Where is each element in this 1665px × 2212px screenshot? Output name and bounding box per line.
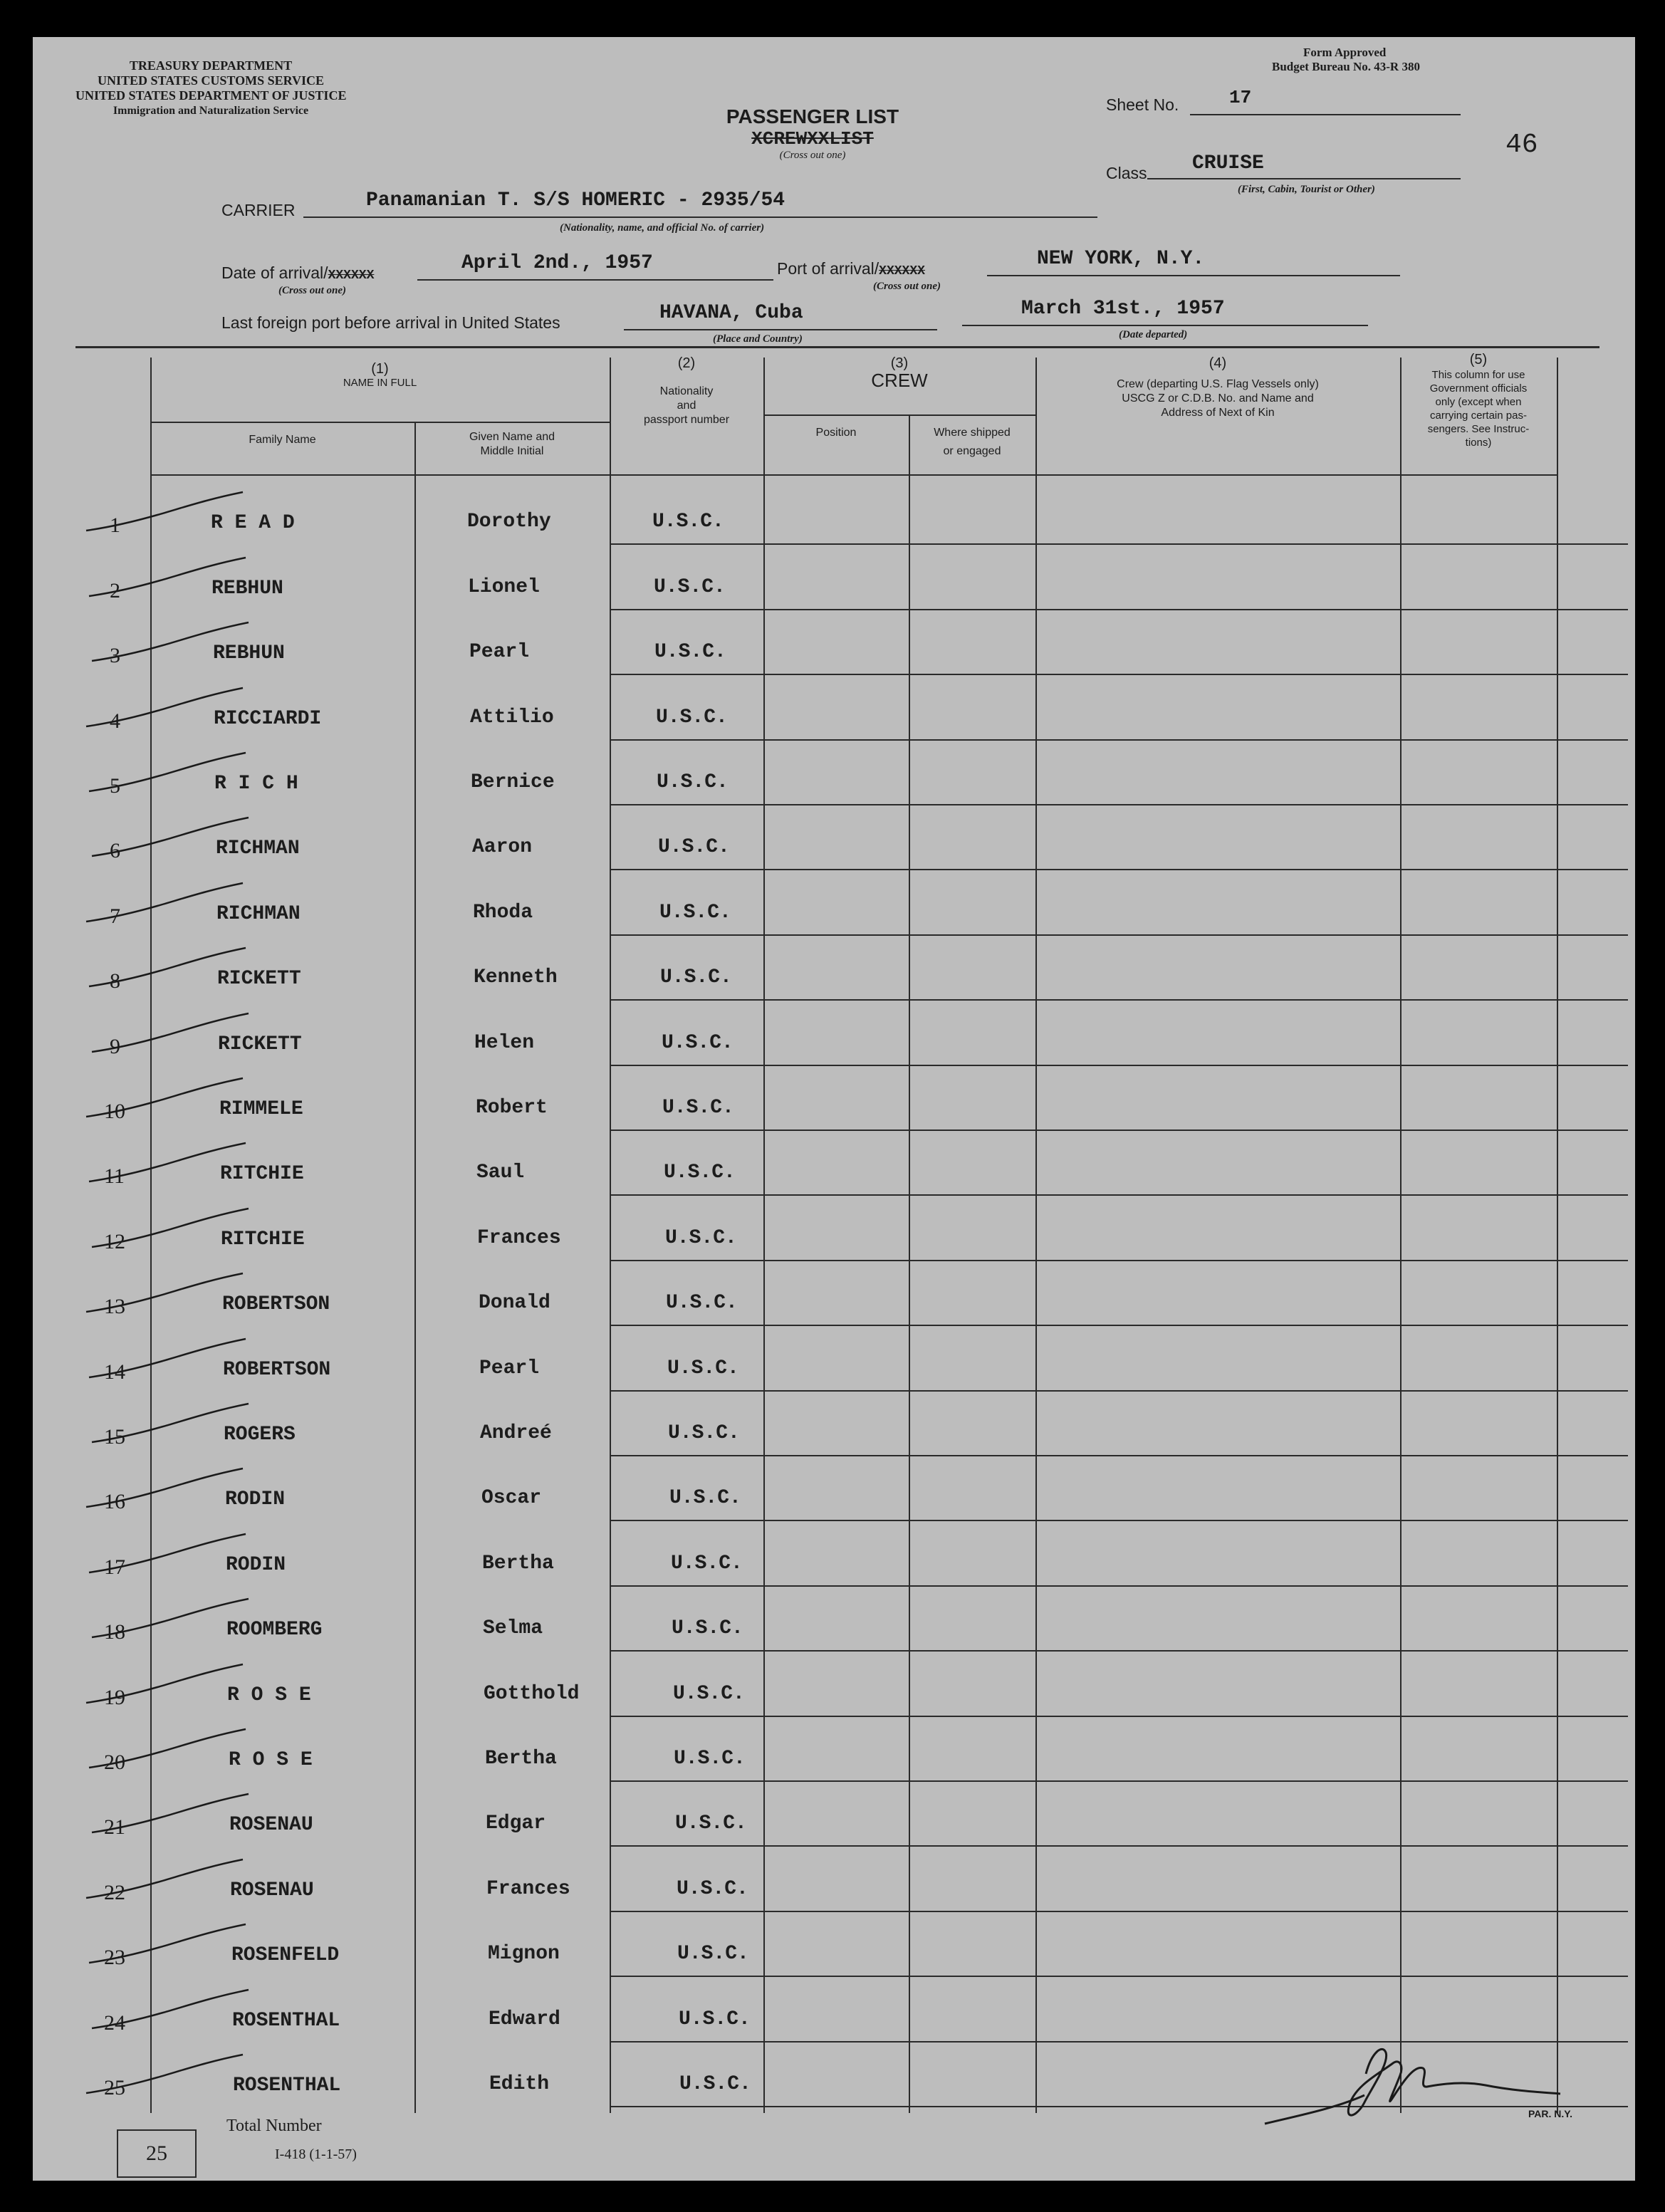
arrival-port-note: (Cross out one) — [873, 281, 941, 292]
family-name-cell: ROSENFELD — [231, 1944, 340, 1967]
row-number: 4 — [110, 709, 120, 733]
given-name-cell: Aaron — [472, 836, 533, 859]
nationality-cell: U.S.C. — [672, 1617, 743, 1640]
form-approval — [1272, 46, 1420, 74]
row-number: 17 — [104, 1555, 125, 1579]
given-name-cell: Helen — [474, 1031, 535, 1054]
given-name-cell: Pearl — [479, 1357, 540, 1379]
check-mark — [83, 879, 254, 929]
check-mark — [88, 813, 259, 863]
col1-title: NAME IN FULL — [343, 377, 417, 389]
family-name-cell: REBHUN — [213, 642, 285, 665]
family-name-cell: ROSENTHAL — [233, 2075, 341, 2097]
check-mark — [83, 684, 254, 734]
col5-line-4: carrying certain pas- — [1430, 409, 1527, 422]
title-struck: XCREWXXLIST — [751, 128, 874, 150]
carrier-value: Panamanian T. S/S HOMERIC - 2935/54 — [366, 189, 785, 212]
row-rule — [610, 739, 1628, 741]
check-mark — [88, 1986, 259, 2035]
row-number: 1 — [110, 513, 120, 538]
row-rule — [610, 1065, 1628, 1066]
col2-number: (2) — [677, 355, 696, 371]
row-rule — [610, 934, 1628, 936]
family-name-cell: RICKETT — [218, 1033, 302, 1055]
family-name-cell: RODIN — [225, 1488, 286, 1511]
check-mark — [88, 1204, 259, 1254]
class-underline — [1147, 178, 1461, 179]
col-line-names — [610, 358, 611, 2113]
row-number: 20 — [104, 1751, 125, 1774]
row-number: 10 — [104, 1100, 125, 1123]
nationality-cell: U.S.C. — [666, 1292, 738, 1315]
arrival-date-value: April 2nd., 1957 — [461, 252, 653, 274]
nationality-cell: U.S.C. — [677, 1943, 749, 1966]
arrival-port-struck: XXXXXX — [879, 264, 925, 278]
col3-header — [763, 355, 1035, 391]
nationality-cell: U.S.C. — [657, 771, 729, 793]
row-number: 2 — [110, 578, 120, 602]
nationality-cell: U.S.C. — [660, 966, 732, 989]
row-rule — [610, 1650, 1628, 1652]
agency-line-1: TREASURY DEPARTMENT — [129, 58, 293, 73]
page-number: 46 — [1505, 130, 1538, 160]
nationality-cell: U.S.C. — [679, 2073, 751, 2095]
agency-line-3: UNITED STATES DEPARTMENT OF JUSTICE — [75, 88, 347, 103]
family-name-cell: RICHMAN — [216, 838, 300, 860]
row-rule — [610, 999, 1628, 1001]
check-mark — [85, 944, 256, 993]
signature — [1258, 2024, 1571, 2131]
row-number: 19 — [104, 1685, 125, 1709]
total-number-value: 25 — [146, 2141, 167, 2165]
row-number: 22 — [104, 1880, 125, 1904]
col4-number: (4) — [1209, 355, 1227, 371]
check-mark — [83, 1074, 254, 1124]
nationality-cell: U.S.C. — [677, 1877, 748, 1900]
nationality-cell: U.S.C. — [671, 1552, 743, 1575]
arrival-date-struck: XXXXXX — [328, 268, 375, 283]
given-name-cell: Frances — [477, 1226, 561, 1249]
row-rule — [610, 674, 1628, 675]
row-rule — [610, 1845, 1628, 1847]
family-name-cell: RITCHIE — [220, 1163, 304, 1186]
row-number: 8 — [110, 969, 120, 993]
nationality-cell: U.S.C. — [674, 1748, 746, 1770]
row-rule — [610, 1585, 1628, 1587]
given-name-cell: Rhoda — [473, 901, 533, 924]
budget-bureau-text: Budget Bureau No. 43-R 380 — [1272, 60, 1420, 73]
arrival-date-label — [221, 264, 374, 283]
nationality-cell: U.S.C. — [658, 836, 730, 859]
check-mark — [88, 618, 259, 668]
nationality-cell: U.S.C. — [673, 1682, 745, 1705]
check-mark — [85, 1335, 256, 1384]
col4-line-2: USCG Z or C.D.B. No. and Name and — [1122, 392, 1314, 405]
col4-line-1: Crew (departing U.S. Flag Vessels only) — [1117, 378, 1319, 390]
arrival-date-label-text: Date of arrival/ — [221, 264, 328, 282]
given-name-cell: Andreé — [480, 1422, 552, 1444]
row-rule — [610, 1390, 1628, 1392]
given-name-cell: Donald — [479, 1292, 550, 1315]
check-mark — [83, 488, 254, 538]
col4-line-3: Address of Next of Kin — [1161, 407, 1275, 419]
col3-number: (3) — [890, 355, 909, 371]
nationality-cell: U.S.C. — [652, 511, 724, 533]
title-passenger-list: PASSENGER LIST — [726, 105, 899, 127]
position-header: Position — [815, 427, 857, 439]
row-rule — [610, 1716, 1628, 1717]
nationality-cell: U.S.C. — [662, 1097, 734, 1119]
header-bottom-rule — [150, 474, 1557, 476]
family-name-cell: R I C H — [214, 773, 298, 795]
given-name-cell: Saul — [476, 1162, 525, 1184]
row-rule — [610, 1455, 1628, 1456]
row-rule — [610, 1520, 1628, 1521]
row-rule — [610, 1780, 1628, 1782]
row-number: 23 — [104, 1946, 125, 1970]
class-label: Class — [1106, 164, 1147, 182]
nationality-cell: U.S.C. — [659, 901, 731, 924]
last-port-label: Last foreign port before arrival in United States — [221, 313, 560, 332]
given-name-cell: Bernice — [471, 771, 555, 793]
family-name-cell: R E A D — [211, 512, 295, 535]
form-title — [695, 105, 930, 162]
row-rule — [610, 1194, 1628, 1196]
family-name-cell: REBHUN — [212, 577, 283, 600]
check-mark — [88, 1399, 259, 1449]
check-mark — [85, 1725, 256, 1775]
row-rule — [610, 543, 1628, 545]
form-number: I-418 (1-1-57) — [275, 2146, 357, 2162]
row-number: 15 — [104, 1425, 125, 1449]
col-line-crew — [1035, 358, 1037, 2113]
col2-line-3: passport number — [643, 414, 730, 426]
printer-mark: PAR. N.Y. — [1528, 2108, 1572, 2119]
col5-line-6: tions) — [1465, 437, 1492, 449]
family-name-cell: ROBERTSON — [223, 1358, 331, 1381]
class-note: (First, Cabin, Tourist or Other) — [1238, 184, 1375, 195]
given-name-cell: Attilio — [470, 706, 554, 729]
check-mark — [83, 2050, 254, 2100]
agency-header — [75, 58, 346, 118]
table-top-rule — [75, 346, 1599, 348]
check-mark — [88, 1595, 259, 1644]
row-number: 14 — [104, 1360, 125, 1384]
row-rule — [610, 1911, 1628, 1912]
nationality-cell: U.S.C. — [654, 575, 726, 598]
check-mark — [88, 1790, 259, 1840]
row-number: 5 — [110, 774, 120, 798]
sheet-value: 17 — [1229, 87, 1252, 108]
row-number: 24 — [104, 2010, 125, 2035]
family-name-cell: R O S E — [227, 1684, 311, 1706]
family-name-cell: RITCHIE — [221, 1228, 305, 1251]
sheet-label: Sheet No. — [1106, 95, 1179, 114]
name-header-rule — [150, 422, 610, 423]
check-mark — [83, 1660, 254, 1710]
col-line-nat — [763, 358, 765, 2113]
given-name-cell: Gotthold — [484, 1682, 580, 1705]
row-rule — [610, 869, 1628, 870]
check-mark — [83, 1855, 254, 1905]
col2-header — [610, 356, 763, 427]
last-port-underline — [624, 329, 937, 330]
last-port-note: (Place and Country) — [713, 333, 803, 345]
check-mark — [85, 1920, 256, 1970]
row-number: 6 — [110, 839, 120, 863]
arrival-port-underline — [987, 275, 1400, 276]
col2-line-2: and — [677, 400, 696, 412]
row-number: 9 — [110, 1034, 120, 1058]
col1-header — [150, 362, 610, 390]
check-mark — [88, 1009, 259, 1059]
given-name-line-1: Given Name and — [469, 431, 555, 443]
given-name-cell: Kenneth — [474, 966, 558, 989]
carrier-note: (Nationality, name, and official No. of carrier) — [560, 222, 765, 234]
nationality-cell: U.S.C. — [654, 641, 726, 664]
col5-line-3: only (except when — [1435, 396, 1522, 408]
row-number: 3 — [110, 644, 120, 668]
given-name-cell: Frances — [486, 1877, 570, 1900]
carrier-label: CARRIER — [221, 201, 296, 219]
given-name-cell: Bertha — [485, 1748, 557, 1770]
family-name-cell: ROGERS — [224, 1424, 296, 1446]
col4-header — [1035, 356, 1400, 420]
check-mark — [85, 748, 256, 798]
given-name-cell: Pearl — [469, 641, 530, 664]
col1-number: (1) — [371, 361, 389, 377]
crew-header-rule — [763, 414, 1035, 416]
check-mark — [83, 1464, 254, 1514]
given-name-cell: Mignon — [488, 1943, 560, 1966]
given-name-cell: Selma — [483, 1617, 543, 1640]
nationality-cell: U.S.C. — [656, 706, 728, 729]
col5-line-1: This column for use — [1431, 369, 1525, 381]
col-line-family — [414, 422, 416, 2113]
row-number: 21 — [104, 1815, 125, 1840]
nationality-cell: U.S.C. — [665, 1226, 737, 1249]
arrival-date-underline — [417, 279, 773, 281]
given-name-cell: Dorothy — [467, 511, 551, 533]
col5-line-5: sengers. See Instruc- — [1427, 423, 1530, 435]
nationality-cell: U.S.C. — [669, 1487, 741, 1510]
check-mark — [85, 1530, 256, 1580]
family-name-cell: RIMMELE — [219, 1098, 303, 1120]
agency-line-4: Immigration and Naturalization Service — [113, 105, 309, 117]
given-name-cell: Robert — [476, 1097, 548, 1119]
arrival-port-value: NEW YORK, N.Y. — [1037, 248, 1205, 270]
title-note: (Cross out one) — [779, 150, 846, 161]
given-name-header — [414, 430, 610, 459]
row-number: 16 — [104, 1490, 125, 1514]
given-name-line-2: Middle Initial — [480, 445, 544, 457]
row-number: 12 — [104, 1229, 125, 1253]
nationality-cell: U.S.C. — [662, 1031, 734, 1054]
row-rule — [610, 1325, 1628, 1326]
family-name-cell: R O S E — [229, 1749, 313, 1771]
given-name-cell: Edgar — [486, 1812, 546, 1835]
arrival-date-note: (Cross out one) — [278, 285, 347, 296]
check-mark — [83, 1269, 254, 1319]
arrival-port-label — [777, 259, 925, 278]
form-approved-text: Form Approved — [1303, 46, 1387, 59]
row-number: 18 — [104, 1620, 125, 1644]
total-number-box — [117, 2129, 197, 2178]
col5-line-2: Government officials — [1429, 382, 1528, 395]
col-line-kin — [1400, 358, 1402, 2113]
given-name-cell: Bertha — [482, 1552, 554, 1575]
family-name-cell: ROSENTHAL — [232, 2009, 340, 2032]
document-page — [33, 37, 1635, 2181]
col5-number: (5) — [1469, 352, 1488, 367]
col3-title: CREW — [871, 370, 928, 391]
carrier-underline — [303, 216, 1097, 218]
last-port-value: HAVANA, Cuba — [659, 302, 803, 324]
where-line-1: Where shipped — [934, 427, 1011, 439]
family-name-cell: RICKETT — [217, 968, 301, 991]
arrival-port-label-text: Port of arrival/ — [777, 259, 880, 278]
given-name-cell: Edith — [489, 2073, 550, 2095]
where-shipped-header — [909, 426, 1035, 459]
row-rule — [610, 804, 1628, 805]
departed-note: (Date departed) — [1119, 329, 1188, 340]
given-name-cell: Edward — [489, 2008, 560, 2030]
row-number: 13 — [104, 1295, 125, 1319]
row-rule — [610, 1260, 1628, 1261]
row-rule — [610, 1130, 1628, 1131]
departed-value: March 31st., 1957 — [1021, 298, 1225, 320]
sheet-underline — [1190, 114, 1461, 115]
family-name-header: Family Name — [249, 434, 316, 446]
family-name-cell: ROBERTSON — [222, 1293, 330, 1316]
row-number: 11 — [104, 1164, 125, 1189]
total-number-label: Total Number — [226, 2117, 322, 2135]
check-mark — [85, 553, 256, 603]
col-line-position — [909, 414, 910, 2113]
agency-line-2: UNITED STATES CUSTOMS SERVICE — [98, 73, 324, 88]
given-name-cell: Lionel — [468, 575, 540, 598]
family-name-cell: ROSENAU — [230, 1879, 314, 1901]
family-name-cell: RICCIARDI — [214, 707, 322, 730]
class-value: CRUISE — [1192, 152, 1264, 174]
col5-header — [1400, 353, 1557, 449]
family-name-cell: RICHMAN — [216, 902, 301, 925]
row-rule — [610, 609, 1628, 610]
nationality-cell: U.S.C. — [675, 1812, 747, 1835]
family-name-cell: RODIN — [226, 1553, 286, 1576]
col2-line-1: Nationality — [659, 385, 714, 397]
row-rule — [610, 1976, 1628, 1977]
departed-underline — [962, 325, 1368, 326]
check-mark — [85, 1139, 256, 1189]
nationality-cell: U.S.C. — [679, 2008, 751, 2030]
nationality-cell: U.S.C. — [667, 1357, 739, 1379]
col-line-right — [1557, 358, 1558, 2113]
nationality-cell: U.S.C. — [664, 1162, 736, 1184]
row-number: 7 — [110, 904, 120, 928]
row-number: 25 — [104, 2076, 125, 2099]
where-line-2: or engaged — [943, 445, 1001, 457]
family-name-cell: ROOMBERG — [226, 1619, 323, 1642]
nationality-cell: U.S.C. — [668, 1422, 740, 1444]
given-name-cell: Oscar — [481, 1487, 542, 1510]
family-name-cell: ROSENAU — [229, 1814, 313, 1837]
